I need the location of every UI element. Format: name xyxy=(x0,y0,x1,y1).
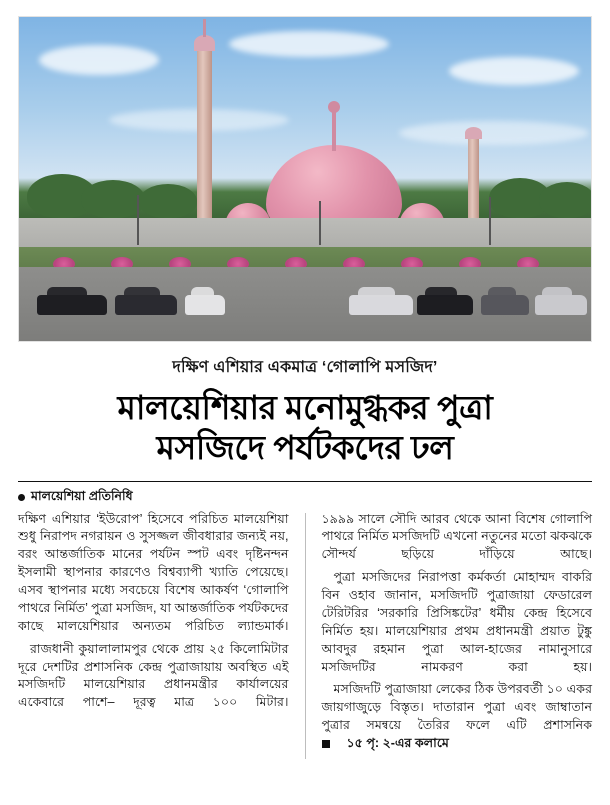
street-lamp xyxy=(319,201,321,245)
car xyxy=(481,295,529,315)
minaret-cap xyxy=(194,35,215,51)
square-icon xyxy=(322,740,330,748)
tree xyxy=(139,184,197,218)
bullet-icon xyxy=(18,494,25,501)
tree xyxy=(81,180,145,218)
paragraph xyxy=(322,681,593,753)
divider xyxy=(18,481,592,482)
car xyxy=(37,295,107,315)
car xyxy=(349,295,413,315)
car xyxy=(115,295,177,315)
spire xyxy=(332,109,336,151)
headline-line-1: মালয়েশিয়ার মনোমুগ্ধকর পুত্রা xyxy=(117,389,493,426)
street-lamp xyxy=(489,197,491,245)
paragraph: দক্ষিণ এশিয়ার ‘ইউরোপ’ হিসেবে পরিচিত মালয়েশিয়া শুধু নিরাপদ নগরায়ন ও সুসজ্জল জীবধারার জন্যই নয়, বরং আন্তর্জাতিক মানের পর্যটন স্পট এবং দৃষ্টিনন্দন ইসলামী স্থাপনার কারণেও বিশ্বব্যাপী খ্যাতি পেয়েছে। এসব স্থাপনার মধ্যে সবচেয়ে বিশেষ আকর্ষণ ‘গোলাপি পাথরে নির্মিত’ পুত্রা মসজিদ, যা আন্তর্জাতিক পর্যটকদের কাছে মালয়েশিয়ার অন্যতম পরিচিত ল্যান্ডমার্ক। xyxy=(18,511,289,633)
jump-line-label: ১৫ পৃ: ২-এর কলামে xyxy=(346,736,449,750)
cloud xyxy=(399,121,589,145)
street-lamp xyxy=(137,195,139,245)
car xyxy=(535,295,587,315)
paragraph-text: মসজিদটি পুত্রাজায়া লেকের ঠিক উপরবর্তী ১০ একর জায়গাজুড়ে বিস্তৃত। দাতারান পুত্রা এবং জাম্বাতান পুত্রার সমন্বয়ে তৈরির ফলে এটি প্রশাসনিক xyxy=(321,682,592,733)
paragraph: ১৯৯৯ সালে সৌদি আরব থেকে আনা বিশেষ গোলাপি পাথরে নির্মিত মসজিদটি এখনো নতুনের মতো ঝকঝকে সৌন্দর্য ছড়িয়ে দাঁড়িয়ে আছে। xyxy=(321,511,592,562)
column-divider xyxy=(305,513,306,759)
page-title xyxy=(18,388,592,469)
paragraph: রাজধানী কুয়ালালামপুর থেকে প্রায় ২৫ কিলোমিটার দূরে দেশটির প্রশাসনিক কেন্দ্র পুত্রাজায়ায় অবস্থিত এই মসজিদটি মালয়েশিয়ার প্রধানমন্ত্রীর কার্যালয়ের একেবারে পাশে– দূরত্ব মাত্র ১০০ মিটার। xyxy=(18,641,289,710)
byline-label: মালয়েশিয়া প্রতিনিধি xyxy=(31,488,133,503)
putra-mosque-photo xyxy=(18,16,592,342)
article-body xyxy=(18,511,592,759)
car xyxy=(185,295,225,315)
cloud xyxy=(39,45,159,75)
spire-finial xyxy=(328,101,340,113)
paragraph: পুত্রা মসজিদের নিরাপত্তা কর্মকর্তা মোহাম্মদ বাকরি বিন ওহাব জানান, মসজিদটি পুত্রাজায়া ফেডারেল টেরিটরির ‘সরকারি প্রিসিঙ্কটের’ ধর্মীয় কেন্দ্র হিসেবে নির্মিত হয়। মালয়েশিয়ার প্রথম প্রধানমন্ত্রী প্রয়াত টুঙ্কু আবদুর রহমান পুত্রা আল-হাজের নামানুসারে মসজিদটির নামকরণ করা হয়। xyxy=(321,570,592,674)
cloud xyxy=(229,31,389,57)
minaret-cap xyxy=(465,127,482,139)
tree xyxy=(539,182,592,218)
byline xyxy=(18,488,592,508)
cloud xyxy=(449,57,579,85)
article-column-right xyxy=(322,511,593,759)
photo-caption-kicker: দক্ষিণ এশিয়ার একমাত্র ‘গোলাপি মসজিদ’ xyxy=(172,359,438,376)
car xyxy=(417,295,473,315)
minaret-needle xyxy=(203,19,206,37)
jump-line xyxy=(322,735,449,753)
headline-line-2: মসজিদে পর্যটকদের ঢল xyxy=(156,429,454,467)
article-column-left xyxy=(18,511,289,759)
